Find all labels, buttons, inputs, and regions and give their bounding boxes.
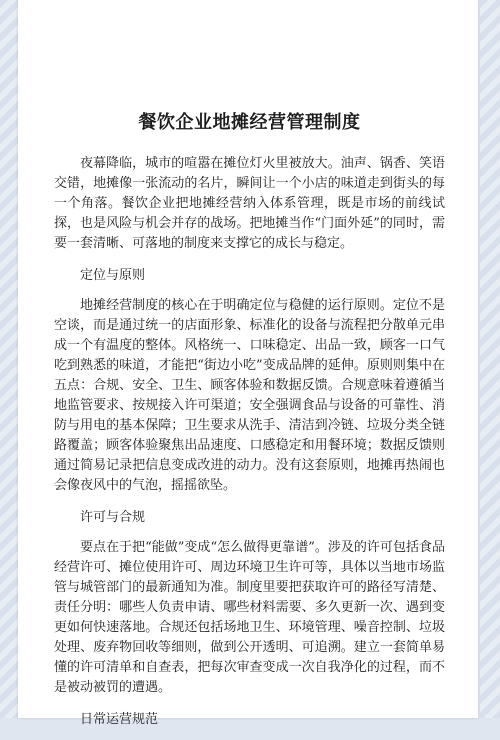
document-page bbox=[18, 0, 478, 727]
positioning-paragraph: 地摊经营制度的核心在于明确定位与稳健的运行原则。定位不是空谈，而是通过统一的店面形象、标准化的设备与流程把分散单元串成一个有温度的整体。风格统一、口味稳定、出品一致，顾客一口气吃到熟悉的味道，才能把“街边小吃”变成品牌的延伸。原则则集中在五点：合规、安全、卫生、顾客体验和数据反馈。合规意味着遵循当地监管要求、按规接入许可渠道；安全强调食品与设备的可靠性、消防与用电的基本保障；卫生要求从洗手、清洁到冷链、垃圾分类全链路覆盖；顾客体验聚焦出品速度、口感稳定和用餐环境；数据反馈则通过简易记录把信息变成改进的动力。没有这套原则，地摊再热闹也会像夜风中的气泡，摇摇欲坠。 bbox=[54, 297, 445, 493]
intro-paragraph: 夜幕降临，城市的喧嚣在摊位灯火里被放大。油声、锅香、笑语交错，地摊像一张流动的名片，瞬间让一个小店的味道走到街头的每一个角落。餐饮企业把地摊经营纳入体系管理，既是市场的前线试探，也是风险与机会并存的战场。把地摊当作“门面外延”的同时，需要一套清晰、可落地的制度来支撑它的成长与稳定。 bbox=[54, 155, 445, 251]
section-heading-daily-operations: 日常运营规范 bbox=[80, 711, 159, 727]
background-right-pattern bbox=[480, 0, 500, 718]
document-body bbox=[54, 112, 445, 740]
background-left-pattern bbox=[0, 0, 20, 718]
licensing-paragraph: 要点在于把“能做”变成“怎么做得更靠谱”。涉及的许可包括食品经营许可、摊位使用许可、周边环境卫生许可等，具体以当地市场监管与城管部门的最新通知为准。制度里要把获取许可的路径写清楚、责任分明：哪些人负责申请、哪些材料需要、多久更新一次、遇到变更如何快速落地。合规还包括场地卫生、环境管理、噪音控制、垃圾处理、废弃物回收等细则，做到公开透明、可追溯。建立一套简单易懂的许可清单和自查表，把每次审查变成一次自我净化的过程，而不是被动被罚的遭遇。 bbox=[54, 539, 445, 695]
document-title: 餐饮企业地摊经营管理制度 bbox=[138, 112, 361, 133]
section-heading-positioning: 定位与原则 bbox=[80, 267, 146, 283]
section-heading-licensing: 许可与合规 bbox=[80, 509, 146, 525]
